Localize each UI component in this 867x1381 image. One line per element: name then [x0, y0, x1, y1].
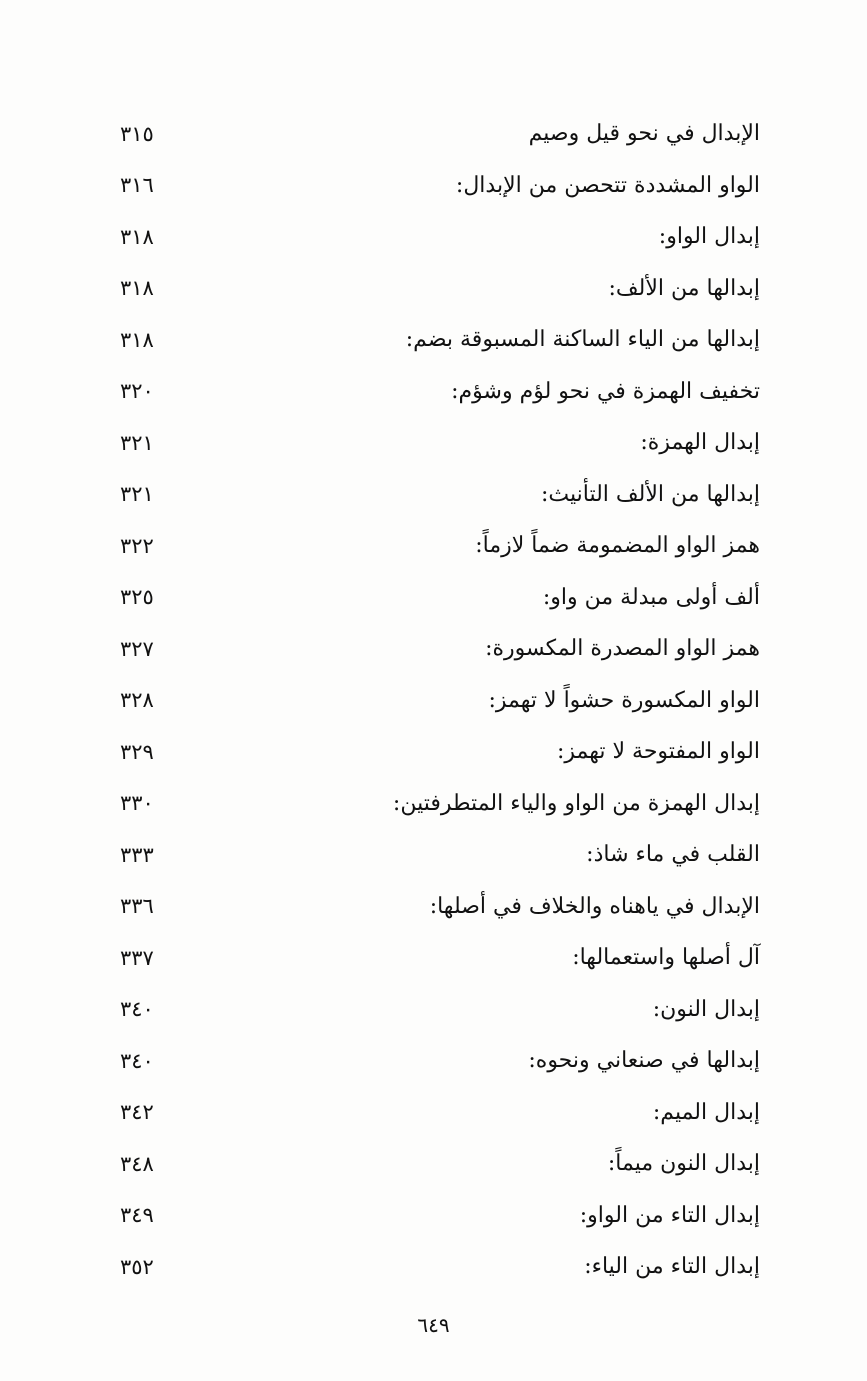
toc-entry — [120, 1241, 770, 1293]
toc-entry — [120, 572, 770, 624]
toc-entry-page: ٣٢٧ — [120, 636, 154, 661]
toc-entry — [120, 1138, 770, 1190]
toc-entry-title: إبدال الميم: — [652, 1099, 760, 1125]
toc-entry-page: ٣٣٣ — [120, 842, 154, 867]
toc-entry — [120, 211, 770, 263]
toc-entry-title: القلب في ماء شاذ: — [586, 842, 760, 868]
toc-entry-page: ٣١٨ — [120, 276, 154, 301]
toc-entry-title: الواو المفتوحة لا تهمز: — [556, 739, 760, 765]
toc-entry — [120, 417, 770, 469]
toc-entry-title: الإبدال في ياهناه والخلاف في أصلها: — [429, 893, 760, 919]
toc-entry-title: آل أصلها واستعمالها: — [572, 945, 760, 971]
toc-entry — [120, 932, 770, 984]
toc-entry-title: إبدالها في صنعاني ونحوه: — [528, 1048, 760, 1074]
toc-entry — [120, 623, 770, 675]
toc-entry-page: ٣٢٠ — [120, 379, 154, 404]
toc-entry — [120, 984, 770, 1036]
page-number: ٦٤٩ — [417, 1313, 450, 1337]
toc-entry-page: ٣١٨ — [120, 224, 154, 249]
toc-entry-title: إبدال الواو: — [658, 224, 760, 250]
toc-entry-page: ٣٤٠ — [120, 1048, 154, 1073]
toc-entry-title: إبدال النون: — [652, 996, 760, 1022]
toc-entry-page: ٣٢٥ — [120, 585, 154, 610]
toc-entry-title: إبدالها من الألف التأنيث: — [540, 481, 760, 507]
toc-entry-title: إبدال التاء من الواو: — [579, 1202, 760, 1228]
toc-entry-title: إبدال التاء من الياء: — [584, 1254, 760, 1280]
toc-entry — [120, 778, 770, 830]
toc-entry — [120, 108, 770, 160]
toc-entry-page: ٣٣٠ — [120, 791, 154, 816]
toc-entry-page: ٣٥٢ — [120, 1254, 154, 1279]
toc-entry-title: همز الواو المصدرة المكسورة: — [485, 636, 760, 662]
toc-entry — [120, 314, 770, 366]
toc-entry-title: الواو المكسورة حشواً لا تهمز: — [488, 687, 760, 713]
toc-entry — [120, 160, 770, 212]
toc-entry-title: إبدال النون ميماً: — [607, 1151, 760, 1177]
toc-entry-page: ٣٢١ — [120, 430, 154, 455]
table-of-contents — [120, 108, 770, 1293]
toc-entry — [120, 675, 770, 727]
toc-entry — [120, 1190, 770, 1242]
toc-entry — [120, 520, 770, 572]
toc-entry-page: ٣٢١ — [120, 482, 154, 507]
toc-entry-page: ٣٤٩ — [120, 1203, 154, 1228]
toc-entry-title: إبدالها من الألف: — [608, 275, 760, 301]
toc-entry-page: ٣٢٨ — [120, 688, 154, 713]
toc-entry-title: إبدال الهمزة من الواو والياء المتطرفتين: — [392, 790, 760, 816]
toc-entry — [120, 469, 770, 521]
toc-entry — [120, 726, 770, 778]
toc-entry — [120, 1087, 770, 1139]
toc-entry-page: ٣١٥ — [120, 121, 154, 146]
toc-entry-title: الواو المشددة تتحصن من الإبدال: — [455, 172, 760, 198]
toc-entry-title: إبدالها من الياء الساكنة المسبوقة بضم: — [405, 327, 760, 353]
toc-entry-page: ٣٢٩ — [120, 739, 154, 764]
toc-entry-title: الإبدال في نحو قيل وصيم — [528, 121, 760, 147]
toc-entry-page: ٣٤٠ — [120, 997, 154, 1022]
toc-entry-title: تخفيف الهمزة في نحو لؤم وشؤم: — [451, 378, 760, 404]
toc-entry-page: ٣٤٨ — [120, 1151, 154, 1176]
toc-entry-page: ٣١٦ — [120, 173, 154, 198]
toc-entry — [120, 1035, 770, 1087]
toc-entry — [120, 366, 770, 418]
toc-entry-title: همز الواو المضمومة ضماً لازماً: — [475, 533, 760, 559]
toc-entry — [120, 829, 770, 881]
toc-entry-page: ٣٢٢ — [120, 533, 154, 558]
toc-entry-page: ٣٣٧ — [120, 945, 154, 970]
toc-entry — [120, 263, 770, 315]
toc-entry-page: ٣٣٦ — [120, 894, 154, 919]
toc-entry-page: ٣٤٢ — [120, 1100, 154, 1125]
toc-entry-title: إبدال الهمزة: — [640, 430, 760, 456]
toc-entry-page: ٣١٨ — [120, 327, 154, 352]
toc-entry-title: ألف أولى مبدلة من واو: — [542, 584, 760, 610]
toc-entry — [120, 881, 770, 933]
